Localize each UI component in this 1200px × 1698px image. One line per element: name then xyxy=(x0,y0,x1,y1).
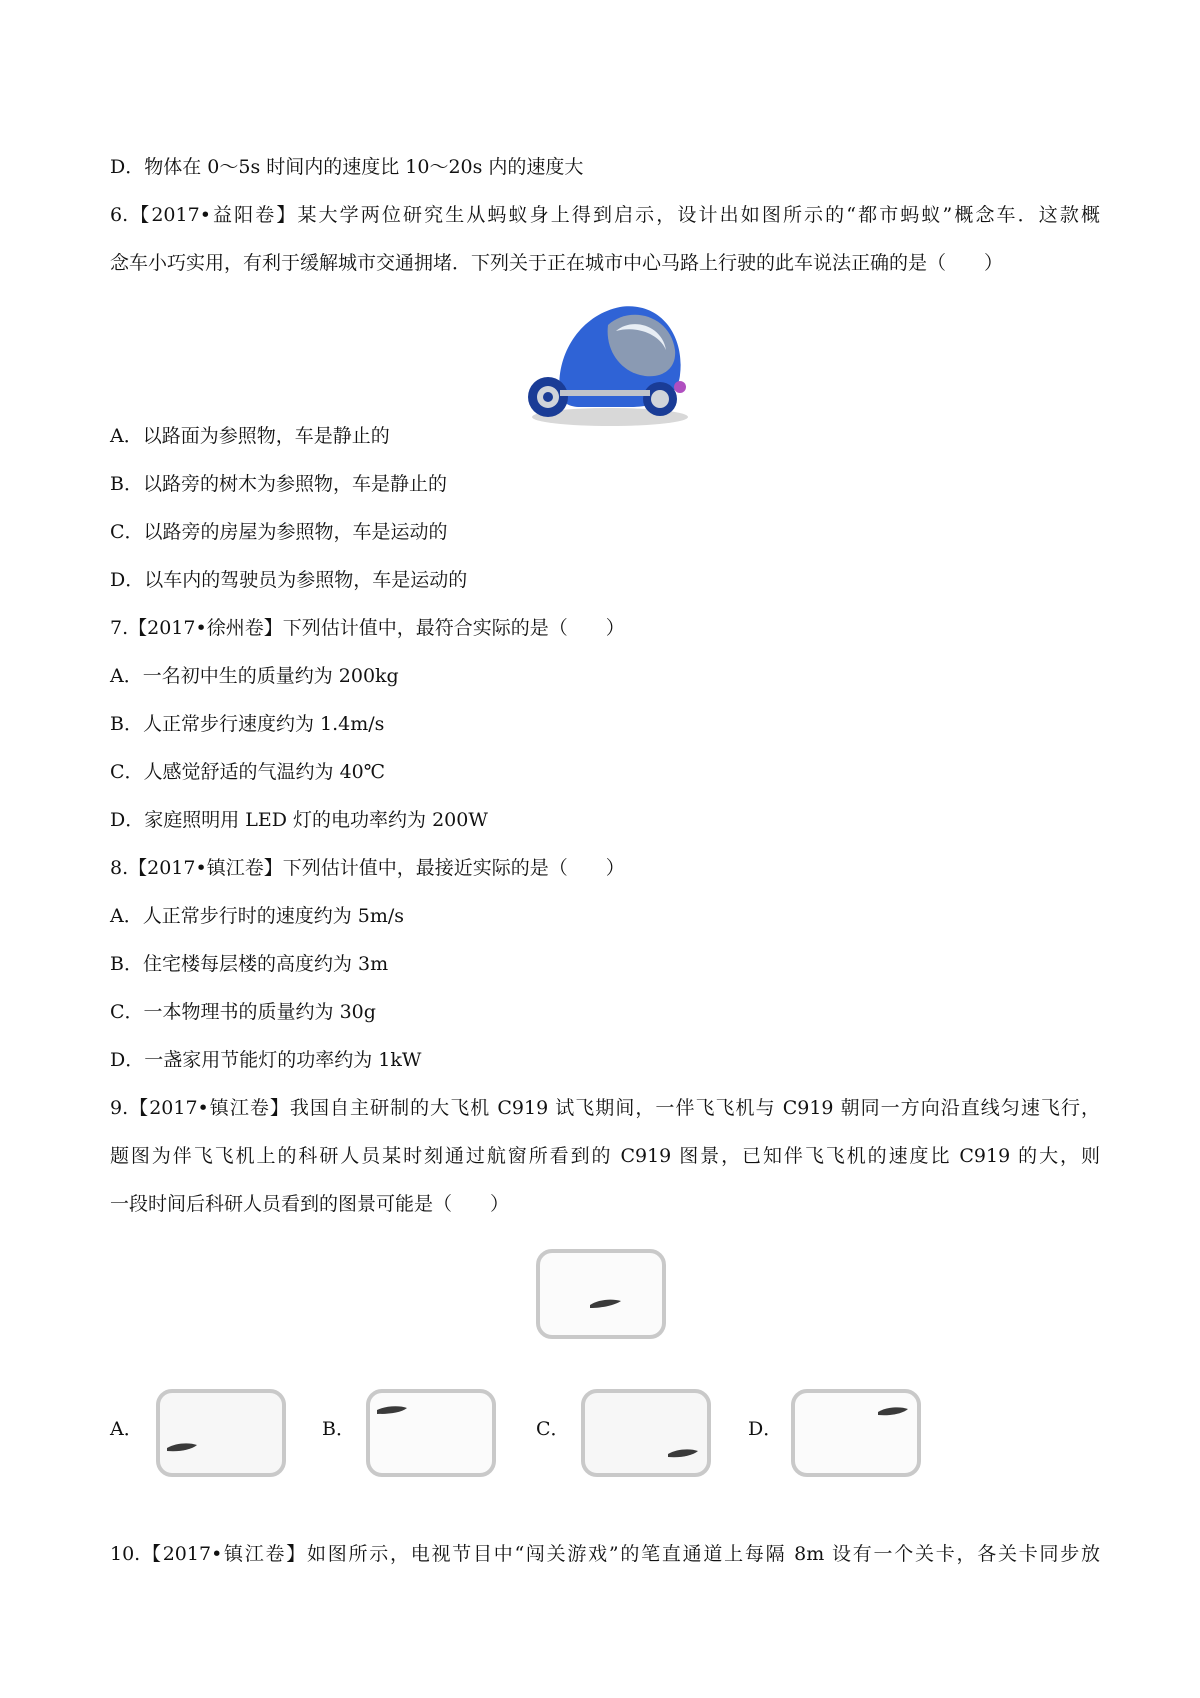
q8-option-b: B．住宅楼每层楼的高度约为 3m xyxy=(110,953,389,975)
q8-stem: 8.【2017•镇江卷】下列估计值中，最接近实际的是（ ） xyxy=(110,857,625,879)
q7-option-c: C．人感觉舒适的气温约为 40℃ xyxy=(110,761,386,783)
q6-option-d: D．以车内的驾驶员为参照物，车是运动的 xyxy=(110,569,468,591)
q7-option-d: D．家庭照明用 LED 灯的电功率约为 200W xyxy=(110,809,488,831)
q10-stem-line1: 10.【2017•镇江卷】如图所示，电视节目中“闯关游戏”的笔直通道上每隔 8m 设有一个关卡，各关卡同步放 xyxy=(110,1543,1100,1565)
q8-option-d: D．一盏家用节能灯的功率约为 1kW xyxy=(110,1049,422,1071)
q9-option-b-window xyxy=(365,1388,497,1478)
q9-stem-line1: 9.【2017•镇江卷】我国自主研制的大飞机 C919 试飞期间，一伴飞飞机与 C919 朝同一方向沿直线匀速飞行， xyxy=(110,1097,1100,1119)
q6-option-b: B．以路旁的树木为参照物，车是静止的 xyxy=(110,473,447,495)
q9-stem-line3: 一段时间后科研人员看到的图景可能是（ ） xyxy=(110,1193,510,1215)
q6-option-c: C．以路旁的房屋为参照物，车是运动的 xyxy=(110,521,448,543)
q7-option-a: A．一名初中生的质量约为 200kg xyxy=(110,665,399,687)
q6-option-a: A．以路面为参照物，车是静止的 xyxy=(110,425,390,447)
q9-option-d-window xyxy=(790,1388,922,1478)
q5-option-d: D．物体在 0～5s 时间内的速度比 10～20s 内的速度大 xyxy=(110,156,584,178)
q9-option-c-window xyxy=(580,1388,712,1478)
q9-option-d-label: D． xyxy=(748,1418,783,1440)
q6-stem-line2: 念车小巧实用，有利于缓解城市交通拥堵．下列关于正在城市中心马路上行驶的此车说法正确的是（ ） xyxy=(110,252,1004,274)
q9-option-a-window xyxy=(155,1388,287,1478)
q8-option-c: C．一本物理书的质量约为 30g xyxy=(110,1001,376,1023)
q9-option-a-label: A． xyxy=(110,1418,143,1440)
q9-option-c-label: C． xyxy=(536,1418,570,1440)
q7-stem: 7.【2017•徐州卷】下列估计值中，最符合实际的是（ ） xyxy=(110,617,625,639)
q9-option-b-label: B． xyxy=(322,1418,355,1440)
q7-option-b: B．人正常步行速度约为 1.4m/s xyxy=(110,713,385,735)
q8-option-a: A．人正常步行时的速度约为 5m/s xyxy=(110,905,405,927)
q6-stem-line1: 6.【2017•益阳卷】某大学两位研究生从蚂蚁身上得到启示，设计出如图所示的“都市蚂蚁”概念车．这款概 xyxy=(110,204,1100,226)
q9-stem-line2: 题图为伴飞飞机上的科研人员某时刻通过航窗所看到的 C919 图景，已知伴飞飞机的速度比 C919 的大，则 xyxy=(110,1145,1100,1167)
concept-car-image xyxy=(520,295,700,430)
q9-reference-window xyxy=(535,1248,667,1340)
